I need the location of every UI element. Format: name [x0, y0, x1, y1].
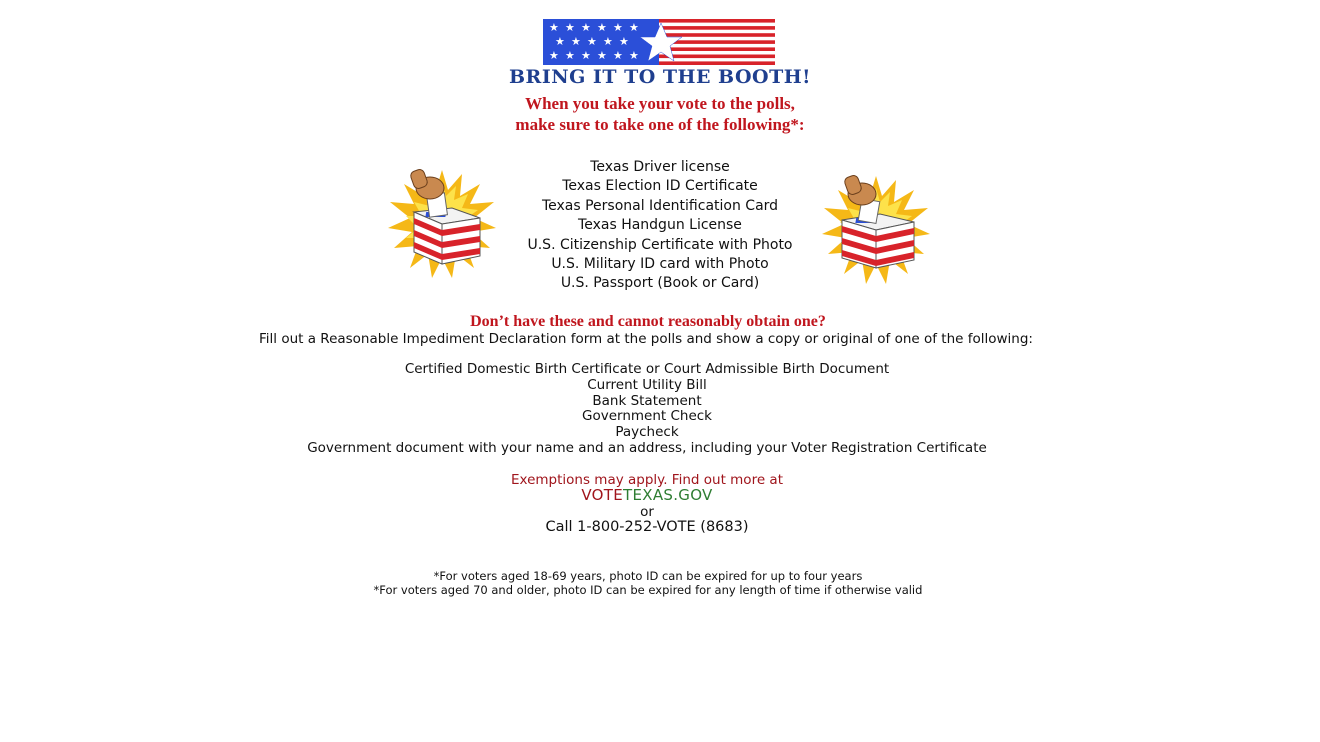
- list-item: Bank Statement: [592, 392, 702, 409]
- site-part-vote[interactable]: VOTE: [581, 486, 624, 504]
- svg-text:★: ★: [571, 35, 581, 48]
- list-item: U.S. Citizenship Certificate with Photo: [527, 236, 793, 253]
- svg-text:★: ★: [613, 21, 623, 34]
- svg-text:★: ★: [597, 49, 607, 62]
- or-separator: or: [640, 504, 654, 520]
- footnote-2: *For voters aged 70 and older, photo ID can be expired for any length of time if otherwise valid: [373, 583, 923, 597]
- footnote-1: *For voters aged 18-69 years, photo ID can be expired for up to four years: [433, 569, 863, 583]
- supporting-document-list: [0, 362, 1294, 457]
- phone-number: Call 1-800-252-VOTE (8683): [545, 519, 749, 535]
- svg-text:★: ★: [581, 21, 591, 34]
- svg-text:★: ★: [565, 49, 575, 62]
- svg-text:★: ★: [587, 35, 597, 48]
- svg-text:★: ★: [597, 21, 607, 34]
- svg-text:★: ★: [549, 49, 559, 62]
- photo-id-list: [0, 158, 1320, 294]
- list-item: Government Check: [581, 408, 712, 425]
- list-item: Paycheck: [615, 424, 679, 441]
- subline-2: make sure to take one of the following*:: [515, 115, 805, 134]
- votetexas-link[interactable]: [0, 486, 1294, 504]
- list-item: Certified Domestic Birth Certificate or Court Admissible Birth Document: [404, 361, 890, 377]
- svg-text:★: ★: [629, 49, 639, 62]
- list-item: Government document with your name and an address, including your Voter Registration Certificate: [307, 439, 987, 456]
- exemptions-note: Exemptions may apply. Find out more at: [510, 472, 783, 488]
- svg-text:★: ★: [549, 21, 559, 34]
- subline-1: When you take your vote to the polls,: [525, 94, 795, 113]
- list-item: Current Utility Bill: [587, 376, 707, 393]
- svg-text:★: ★: [629, 21, 639, 34]
- us-flag-icon: [543, 19, 775, 65]
- list-item: Texas Driver license: [590, 159, 730, 175]
- list-item: Texas Election ID Certificate: [562, 178, 758, 195]
- list-item: U.S. Military ID card with Photo: [551, 256, 769, 273]
- list-item: Texas Personal Identification Card: [541, 197, 779, 214]
- svg-text:★: ★: [613, 49, 623, 62]
- alternative-question: Don’t have these and cannot reasonably obtain one?: [470, 313, 826, 330]
- svg-text:★: ★: [619, 35, 629, 48]
- site-part-texas[interactable]: TEXAS.GOV: [623, 486, 713, 504]
- alternative-instruction: Fill out a Reasonable Impediment Declaration form at the polls and show a copy or original of one of the following:: [259, 331, 1033, 347]
- list-item: Texas Handgun License: [578, 217, 742, 234]
- svg-text:★: ★: [581, 49, 591, 62]
- svg-text:★: ★: [565, 21, 575, 34]
- list-item: U.S. Passport (Book or Card): [560, 275, 760, 292]
- svg-text:★: ★: [555, 35, 565, 48]
- svg-text:★: ★: [603, 35, 613, 48]
- headline: BRING IT TO THE BOOTH!: [508, 66, 812, 88]
